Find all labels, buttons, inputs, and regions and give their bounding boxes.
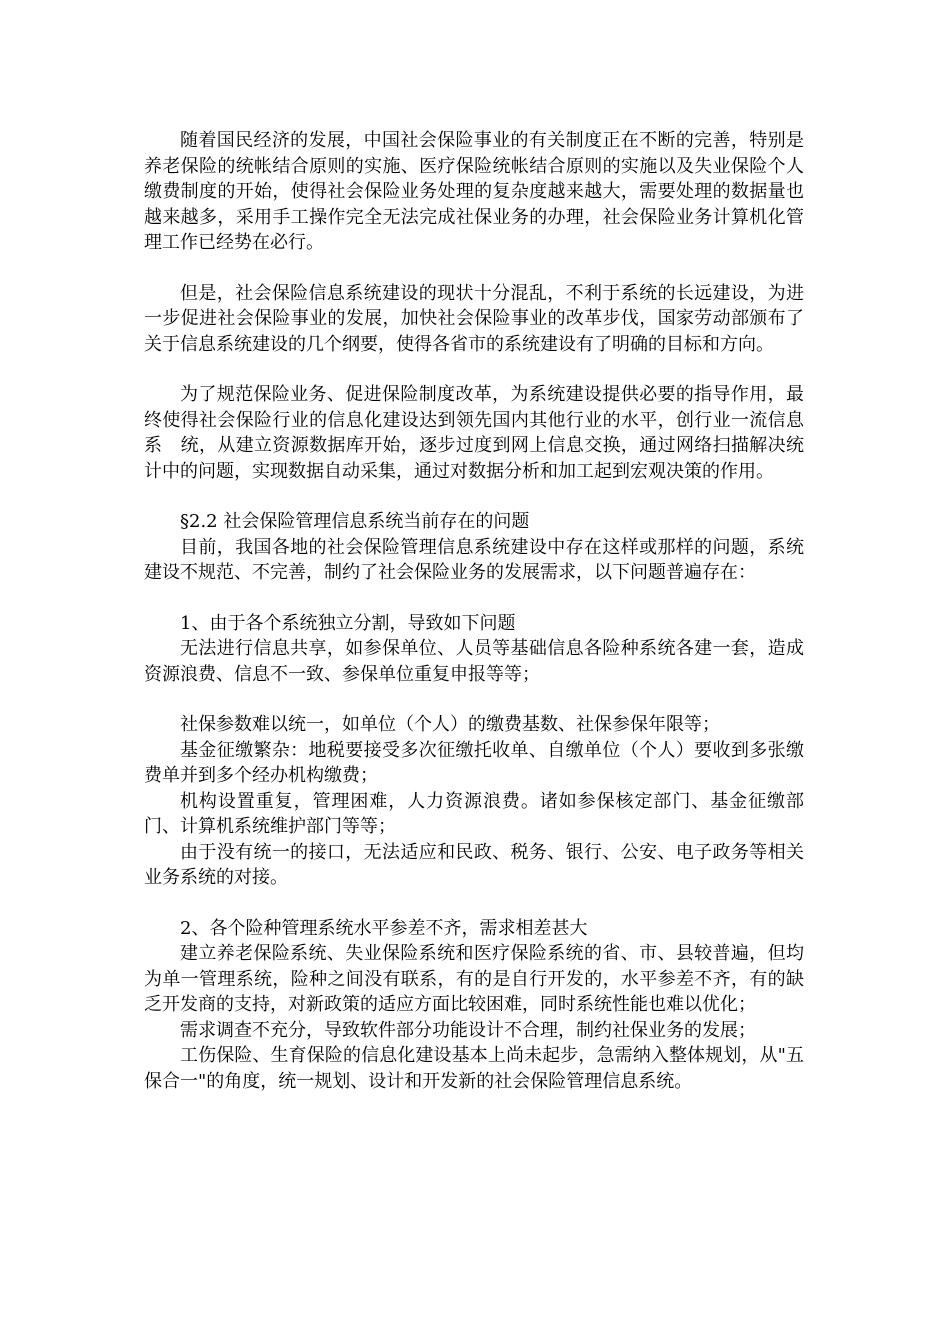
section-heading: §2.2 社会保险管理信息系统当前存在的问题 [180,511,530,532]
paragraph-spacer [144,586,804,611]
paragraph-spacer [144,256,804,281]
paragraph-spacer [144,687,804,712]
problem-2-title: 2、各个险种管理系统水平参差不齐，需求相差甚大 [180,917,588,939]
problem-2-item: 需求调查不充分，导致软件部分功能设计不合理，制约社保业务的发展； [180,1019,756,1041]
paragraph-spacer [144,891,804,916]
paragraph-spacer [144,357,804,382]
paragraph-3: 为了规范保险业务、促进保险制度改革，为系统建设提供必要的指导作用，最终使得社会保险行业的信息化建设达到领先国内其他行业的水平，创行业一流信息系 统，从建立资源数据库开始，逐步过度到网上信息交换，通过网络扫描解决统计中的问题，实现数据自动采集，通过对数据分析和加工起到宏观决策的作用。 [144,384,804,482]
paragraph-1: 随着国民经济的发展，中国社会保险事业的有关制度正在不断的完善，特别是养老保险的统帐结合原则的实施、医疗保险统帐结合原则的实施以及失业保险个人缴费制度的开始，使得社会保险业务处理的复杂度越来越大，需要处理的数据量也越来越多，采用手工操作完全无法完成社保业务的办理，社会保险业务计算机化管理工作已经势在必行。 [144,130,804,253]
paragraph-spacer [144,484,804,509]
problem-1-item: 机构设置重复，管理困难，人力资源浪费。诸如参保核定部门、基金征缴部门、计算机系统维护部门等等； [144,790,804,837]
problem-2-item: 建立养老保险系统、失业保险系统和医疗保险系统的省、市、县较普遍，但均为单一管理系统，险种之间没有联系，有的是自行开发的，水平参差不齐，有的缺乏开发商的支持，对新政策的适应方面比较困难，同时系统性能也难以优化； [144,943,804,1015]
problem-1-item: 由于没有统一的接口，无法适应和民政、税务、银行、公安、电子政务等相关业务系统的对接。 [144,841,804,888]
problem-1-title: 1、由于各个系统独立分割，导致如下问题 [180,612,516,634]
problem-1-item: 基金征缴繁杂：地税要接受多次征缴托收单、自缴单位（个人）要收到多张缴费单并到多个经办机构缴费； [144,739,804,786]
problem-1-item: 无法进行信息共享，如参保单位、人员等基础信息各险种系统各建一套，造成资源浪费、信息不一致、参保单位重复申报等等； [144,638,804,685]
section-intro: 目前，我国各地的社会保险管理信息系统建设中存在这样或那样的问题，系统建设不规范、不完善，制约了社会保险业务的发展需求，以下问题普遍存在： [144,536,804,583]
paragraph-2: 但是，社会保险信息系统建设的现状十分混乱，不利于系统的长远建设，为进一步促进社会保险事业的发展，加快社会保险事业的改革步伐，国家劳动部颁布了关于信息系统建设的几个纲要，使得各省市的系统建设有了明确的目标和方向。 [144,282,804,355]
document-body [144,128,804,1094]
problem-1-item: 社保参数难以统一，如单位（个人）的缴费基数、社保参保年限等； [180,714,720,735]
problem-2-item: 工伤保险、生育保险的信息化建设基本上尚未起步，急需纳入整体规划，从"五保合一"的角度，统一规划、设计和开发新的社会保险管理信息系统。 [144,1045,804,1092]
